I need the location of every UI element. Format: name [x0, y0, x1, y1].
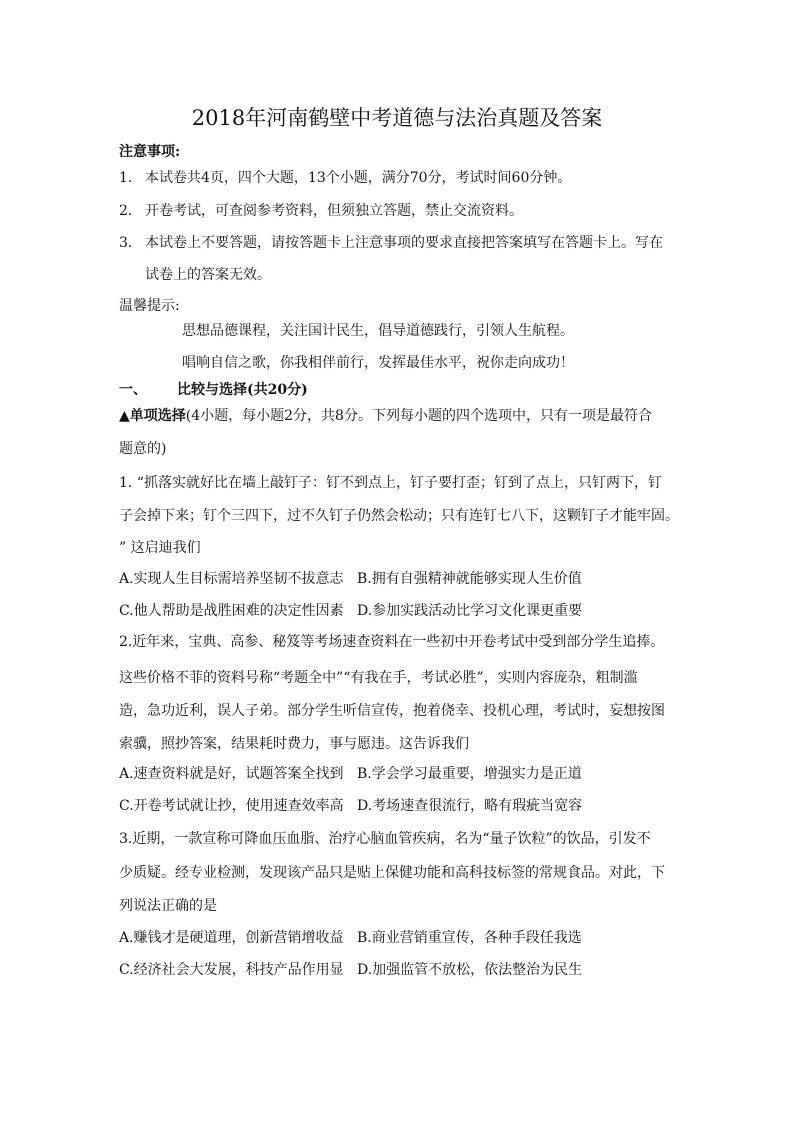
notice-item-text: 本试卷共4页，四个大题，13个小题，满分70分，考试时间60分钟。: [145, 170, 572, 186]
notice-item: [119, 201, 523, 221]
question-line: 少质疑。经专业检测，发现该产品只是贴上保健功能和高科技标签的常规食品。对此，下: [119, 865, 665, 881]
question-line: 索骥，照抄答案，结果耗时费力，事与愿违。这告诉我们: [119, 736, 469, 752]
single-choice-intro: [119, 406, 652, 426]
notice-heading: 注意事项:: [119, 144, 181, 160]
notice-item-number: 2.: [119, 203, 133, 219]
option-row: [119, 928, 582, 948]
notice-item: [119, 233, 663, 253]
single-choice-label: ▲单项选择: [119, 408, 186, 424]
question-line: 子会掉下来；钉个三四下，过不久钉子仍然会松动；只有连钉七八下，这颗钉子才能牢固。: [119, 508, 679, 524]
question-line: 3.近期，一款宣称可降血压血脂、治疗心脑血管疾病，名为“量子饮粒”的饮品，引发不: [119, 831, 651, 847]
section-title: 比较与选择(共20分): [177, 382, 308, 398]
option-c: C.开卷考试就让抄，使用速查效率高: [119, 798, 344, 814]
tips-heading: 温馨提示:: [119, 298, 180, 314]
single-choice-desc-cont: 题意的): [119, 441, 167, 457]
option-b: B.拥有自强精神就能够实现人生价值: [357, 571, 582, 587]
question-line: 列说法正确的是: [119, 898, 217, 914]
option-a: A.实现人生目标需培养坚韧不拔意志: [119, 571, 344, 587]
option-c: C.他人帮助是战胜困难的决定性因素: [119, 603, 344, 619]
tips-line: 思想品德课程，关注国计民生，倡导道德践行，引领人生航程。: [182, 323, 574, 339]
notice-item-number: 3.: [119, 235, 133, 251]
notice-item: [119, 168, 571, 188]
option-row: [119, 601, 583, 621]
section-heading: [119, 380, 308, 400]
option-d: D.加强监管不放松，依法整治为民生: [357, 962, 583, 978]
document-title: 2018年河南鹤壁中考道德与法治真题及答案: [191, 106, 603, 130]
option-row: [119, 764, 582, 784]
tips-line: 唱响自信之歌，你我相伴前行，发挥最佳水平，祝你走向成功！: [182, 355, 574, 371]
option-d: D.参加实践活动比学习文化课更重要: [357, 603, 583, 619]
question-line: 2.近年来，宝典、高参、秘笈等考场速查资料在一些初中开卷考试中受到部分学生追捧。: [119, 634, 665, 650]
option-row: [119, 796, 583, 816]
option-row: [119, 960, 583, 980]
notice-item-text: 本试卷上不要答题，请按答题卡上注意事项的要求直接把答案填写在答题卡上。写在: [145, 235, 663, 251]
question-line: 1. “抓落实就好比在墙上敲钉子：钉不到点上，钉子要打歪；钉到了点上，只钉两下，钉: [119, 475, 662, 491]
single-choice-desc: (4小题，每小题2分，共8分。下列每小题的四个选项中，只有一项是最符合: [185, 408, 652, 424]
section-number: 一、: [119, 382, 147, 398]
option-b: B.商业营销重宣传，各种手段任我选: [357, 930, 582, 946]
option-d: D.考场速查很流行，略有瑕疵当宽容: [357, 798, 583, 814]
option-a: A.速查资料就是好，试题答案全找到: [119, 766, 344, 782]
question-line: 造，急功近利，误人子弟。部分学生听信宣传，抱着侥幸、投机心理，考试时，妄想按图: [119, 703, 665, 719]
option-row: [119, 569, 582, 589]
option-b: B.学会学习最重要，增强实力是正道: [357, 766, 582, 782]
option-a: A.赚钱才是硬道理，创新营销增收益: [119, 930, 344, 946]
notice-item-number: 1.: [119, 170, 133, 186]
notice-item-text: 开卷考试，可查阅参考资料，但须独立答题，禁止交流资料。: [145, 203, 523, 219]
notice-item-continuation: 试卷上的答案无效。: [145, 267, 271, 283]
question-line: ” 这启迪我们: [119, 540, 201, 556]
option-c: C.经济社会大发展，科技产品作用显: [119, 962, 344, 978]
question-line: 这些价格不菲的资料号称“考题全中”“有我在手，考试必胜”，实则内容庞杂，粗制滥: [119, 670, 638, 686]
